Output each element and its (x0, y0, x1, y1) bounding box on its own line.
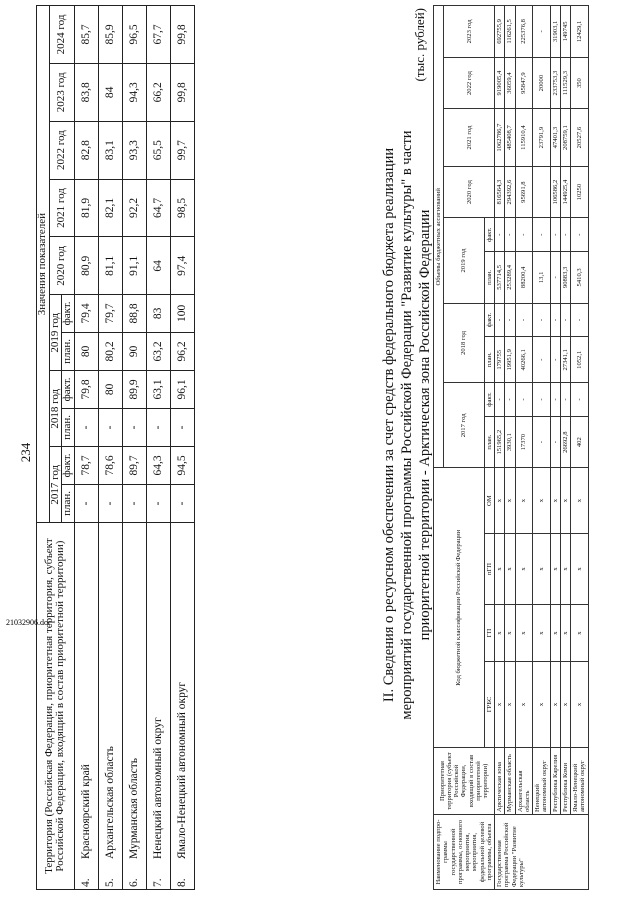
indicator-value: 98,5 (170, 179, 194, 237)
indicator-value: 99,8 (170, 6, 194, 64)
year-header: 2020 год (444, 166, 495, 218)
budget-value: - (571, 303, 589, 337)
year-header: 2020 год (49, 237, 74, 295)
page-number: 234 (18, 442, 33, 463)
budget-value: 253289,4 (505, 252, 515, 304)
plan-header: план. (62, 332, 75, 371)
budget-value: - (550, 383, 560, 417)
budget-value: - (571, 218, 589, 252)
table-row (98, 6, 122, 890)
code-cell: x (505, 468, 515, 533)
budget-value: - (550, 303, 560, 337)
budget-value: 149745 (560, 6, 570, 58)
territory-name: Красноярский край (74, 523, 98, 863)
indicator-value: 96,1 (170, 371, 194, 408)
year-header: 2017 год (444, 383, 485, 468)
program-name-header: Наименование подпро-граммы государственной программы, основного мероприятия, мероприятия, федеральной целевой программы, объекта (434, 815, 495, 890)
year-header: 2019 год (49, 295, 62, 371)
indicator-value: 63,2 (146, 332, 170, 371)
territory-name: Республика Карелия (550, 748, 560, 815)
indicator-value: 80 (98, 371, 122, 408)
budget-value: - (560, 383, 570, 417)
budget-value: 115910,4 (515, 109, 533, 166)
indicator-value: 66,2 (146, 63, 170, 121)
indicator-value: 94,5 (170, 447, 194, 484)
code-cell: x (560, 533, 570, 604)
code-cell: x (495, 468, 505, 533)
code-cell: x (515, 533, 533, 604)
indicator-value: - (98, 408, 122, 447)
code-cell: x (533, 533, 551, 604)
budget-value: 95847,9 (515, 57, 533, 109)
budget-value: 144925,4 (560, 166, 570, 218)
budget-value: 20527,6 (571, 109, 589, 166)
budget-value: - (571, 383, 589, 417)
budget-value: - (505, 303, 515, 337)
indicator-value: - (146, 484, 170, 523)
indicator-value: - (146, 408, 170, 447)
territory-name: Архангельская область (98, 523, 122, 863)
fact-header: факт. (62, 295, 75, 332)
code-cell: x (571, 468, 589, 533)
indicator-value: - (122, 408, 146, 447)
fact-header: факт. (62, 447, 75, 484)
budget-value: 294392,6 (505, 166, 515, 218)
table-row (560, 6, 570, 890)
budget-value: 692755,9 (495, 6, 505, 58)
budget-value: - (515, 218, 533, 252)
table-row (170, 6, 194, 890)
row-number: 5. (98, 863, 122, 890)
budget-value: - (560, 303, 570, 337)
indicator-value: 84 (98, 63, 122, 121)
budget-value: - (515, 303, 533, 337)
budget-value: - (495, 303, 505, 337)
territory-name: Ямало-Ненецкий автономный округ (170, 523, 194, 863)
indicator-value: 82,8 (74, 121, 98, 179)
budget-value: 31903,1 (550, 6, 560, 58)
indicator-value: 97,4 (170, 237, 194, 295)
indicator-value: 83,8 (74, 63, 98, 121)
indicator-value: 100 (170, 295, 194, 332)
budget-value: 12429,1 (571, 6, 589, 58)
indicator-value: 78,7 (74, 447, 98, 484)
budget-value: 1052,1 (571, 337, 589, 383)
fact-header: факт. (484, 383, 494, 417)
territory-name: Республика Коми (560, 748, 570, 815)
budget-value: - (495, 218, 505, 252)
code-cell: x (515, 605, 533, 662)
territory-name: Архангельская область (515, 748, 533, 815)
table-row (122, 6, 146, 890)
budget-value: 537714,5 (495, 252, 505, 304)
indicator-value: 83 (146, 295, 170, 332)
budget-value: - (550, 252, 560, 304)
code-cell: x (495, 533, 505, 604)
code-cell: x (550, 605, 560, 662)
budget-value: 3930,1 (505, 416, 515, 468)
budget-value: 5410,3 (571, 252, 589, 304)
code-cell: x (495, 605, 505, 662)
code-cell: x (495, 661, 505, 747)
volumes-header: Объемы бюджетных ассигнований (434, 6, 444, 469)
indicator-value: 80 (74, 332, 98, 371)
code-col-header: ОМ (484, 468, 494, 533)
indicator-value: 93,3 (122, 121, 146, 179)
indicator-value: 65,5 (146, 121, 170, 179)
budget-value: 36059,4 (505, 57, 515, 109)
budget-value: 20000 (533, 57, 551, 109)
code-cell: x (505, 605, 515, 662)
code-col-header: ГРБС (484, 661, 494, 747)
territory-name: Ненецкий автономный округ (533, 748, 551, 815)
indicator-value: 85,9 (98, 6, 122, 64)
territory-header: Приоритетная территория (субъект Российской Федерации, входящий в состав приоритетной территории) (434, 748, 495, 815)
budget-value: 111529,3 (560, 57, 570, 109)
budget-value: - (505, 383, 515, 417)
indicator-value: 90 (122, 332, 146, 371)
budget-value: 179755 (495, 337, 505, 383)
table-row (495, 6, 505, 890)
budget-value: 208759,1 (560, 109, 570, 166)
code-cell: x (515, 661, 533, 747)
territory-header: Территория (Российская Федерация, приоритетная территория, субъект Российской Федерации, входящий в состав приоритетной территории) (37, 523, 75, 890)
indicator-value: - (98, 484, 122, 523)
indicator-value: 85,7 (74, 6, 98, 64)
indicator-value: 64,7 (146, 179, 170, 237)
code-cell: x (560, 661, 570, 747)
budget-value: - (533, 416, 551, 468)
code-cell: x (505, 661, 515, 747)
budget-value (533, 166, 551, 218)
budget-value: 26692,8 (560, 416, 570, 468)
indicator-value: 79,7 (98, 295, 122, 332)
units-label: (тыс. рублей) (412, 8, 427, 82)
territory-name: Ненецкий автономный округ (146, 523, 170, 863)
indicator-value: - (74, 408, 98, 447)
indicator-value: 89,7 (122, 447, 146, 484)
budget-value: 10250 (571, 166, 589, 218)
indicator-value: 91,1 (122, 237, 146, 295)
table-row (505, 6, 515, 890)
code-cell: x (560, 605, 570, 662)
year-header: 2022 год (444, 57, 495, 109)
code-cell: x (571, 605, 589, 662)
plan-header: план. (62, 408, 75, 447)
year-header: 2022 год (49, 121, 74, 179)
budget-value: 27341,1 (560, 337, 570, 383)
budget-value: 402 (571, 416, 589, 468)
year-header: 2018 год (444, 303, 485, 383)
table-row (550, 6, 560, 890)
table-row (533, 6, 551, 890)
indicator-value: 79,4 (74, 295, 98, 332)
budget-value: 106586,2 (550, 166, 560, 218)
table-row (74, 6, 98, 890)
code-col-header: ГП (484, 605, 494, 662)
indicators-table (36, 5, 195, 890)
indicator-value: 99,7 (170, 121, 194, 179)
plan-header: план. (484, 337, 494, 383)
budget-value: 116261,5 (505, 6, 515, 58)
budget-value: 151965,2 (495, 416, 505, 468)
code-cell: x (550, 661, 560, 747)
code-cell: x (550, 468, 560, 533)
indicator-value: 89,9 (122, 371, 146, 408)
fact-header: факт. (62, 371, 75, 408)
indicator-value: 82,1 (98, 179, 122, 237)
territory-name: Ямало-Ненецкий автономный округ (571, 748, 589, 815)
territory-name: Арктическая зона (495, 748, 505, 815)
code-cell: x (560, 468, 570, 533)
program-name: Государственная программа Российской Федерации "Развитие культуры" (495, 815, 589, 890)
code-cell: x (533, 661, 551, 747)
budget-value: 225376,8 (515, 6, 533, 58)
year-header: 2021 год (444, 109, 495, 166)
budget-value: 1062786,7 (495, 109, 505, 166)
budget-value: - (495, 383, 505, 417)
budget-value: 23791,9 (533, 109, 551, 166)
code-cell: x (550, 533, 560, 604)
code-cell: x (571, 661, 589, 747)
indicator-value: 99,8 (170, 63, 194, 121)
year-header: 2023 год (444, 6, 495, 58)
plan-header: план. (484, 416, 494, 468)
indicator-value: 67,7 (146, 6, 170, 64)
year-header: 2018 год (49, 371, 62, 447)
budget-value: 816564,3 (495, 166, 505, 218)
year-header: 2024 год (49, 6, 74, 64)
budget-value: - (533, 303, 551, 337)
indicator-value: 88,8 (122, 295, 146, 332)
territory-name: Мурманская область (122, 523, 146, 863)
budget-value: 40266,1 (515, 337, 533, 383)
indicator-value: 64 (146, 237, 170, 295)
year-header: 2023 год (49, 63, 74, 121)
budget-table (433, 5, 589, 890)
budget-value: 233753,3 (550, 57, 560, 109)
values-header: Значения показателей (37, 6, 50, 523)
indicator-value: 78,6 (98, 447, 122, 484)
indicator-value: 96,2 (170, 332, 194, 371)
indicator-value: 81,9 (74, 179, 98, 237)
budget-value: 95691,8 (515, 166, 533, 218)
budget-value: - (550, 416, 560, 468)
budget-value: - (533, 383, 551, 417)
document-filename: 21032906.doc (6, 618, 52, 627)
code-col-header: пГП (484, 533, 494, 604)
indicator-value: 96,5 (122, 6, 146, 64)
table-row (571, 6, 589, 890)
indicator-value: 80,2 (98, 332, 122, 371)
indicator-value: - (122, 484, 146, 523)
fact-header: факт. (484, 218, 494, 252)
budget-value: - (560, 218, 570, 252)
code-cell: x (533, 605, 551, 662)
budget-code-header: Код бюджетной классификации Российской Федерации (434, 468, 485, 748)
year-header: 2019 год (444, 218, 485, 303)
indicator-value: 94,3 (122, 63, 146, 121)
indicator-value: - (170, 408, 194, 447)
indicator-value: 81,1 (98, 237, 122, 295)
plan-header: план. (484, 252, 494, 304)
code-cell: x (533, 468, 551, 533)
budget-value: - (533, 218, 551, 252)
budget-value: - (533, 337, 551, 383)
indicator-value: - (74, 484, 98, 523)
budget-value: - (550, 337, 560, 383)
budget-value: - (533, 6, 551, 58)
section-heading: II. Сведения о ресурсном обеспечении за счет средств федерального бюджета реализации мероприятий государственной программы Российской Федерации "Развитие культуры" в части приоритетной территории - Арктическая зона Российской Федерации (381, 130, 434, 720)
budget-value: 919005,4 (495, 57, 505, 109)
budget-value: 17370 (515, 416, 533, 468)
territory-name: Мурманская область (505, 748, 515, 815)
row-number: 8. (170, 863, 194, 890)
budget-value: - (505, 218, 515, 252)
indicator-value: 63,1 (146, 371, 170, 408)
indicator-value: 64,3 (146, 447, 170, 484)
budget-value: 485408,7 (505, 109, 515, 166)
row-number: 7. (146, 863, 170, 890)
indicator-value: 80,9 (74, 237, 98, 295)
budget-value: - (515, 383, 533, 417)
row-number: 4. (74, 863, 98, 890)
budget-value: 90883,3 (560, 252, 570, 304)
budget-value: - (550, 218, 560, 252)
year-header: 2017 год (49, 447, 62, 523)
code-cell: x (505, 533, 515, 604)
table-row (515, 6, 533, 890)
code-cell: x (515, 468, 533, 533)
indicator-value: 83,1 (98, 121, 122, 179)
budget-value: 13,1 (533, 252, 551, 304)
year-header: 2021 год (49, 179, 74, 237)
indicator-value: - (170, 484, 194, 523)
budget-value: 19951,9 (505, 337, 515, 383)
plan-header: план. (62, 484, 75, 523)
budget-value: 88200,4 (515, 252, 533, 304)
indicator-value: 92,2 (122, 179, 146, 237)
indicator-value: 79,8 (74, 371, 98, 408)
code-cell: x (571, 533, 589, 604)
fact-header: факт. (484, 303, 494, 337)
budget-value: 350 (571, 57, 589, 109)
row-number: 6. (122, 863, 146, 890)
table-row (146, 6, 170, 890)
budget-value: 47401,3 (550, 109, 560, 166)
